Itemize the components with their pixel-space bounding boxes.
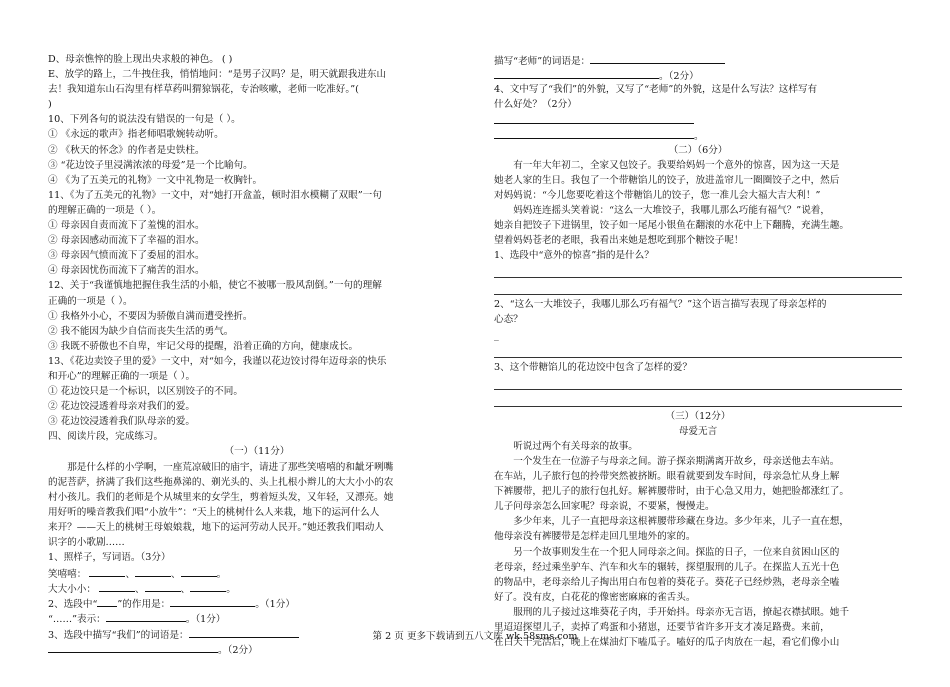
text-line: 和开心”的理解正确的一项是（ ）。 <box>48 370 196 382</box>
answer-blank[interactable] <box>106 610 186 622</box>
question-3-teacher-line-2: 。（2分） <box>494 67 902 82</box>
right-column <box>494 52 902 650</box>
text-line: 的理解正确的一项是（ ）。 <box>48 204 162 216</box>
passage-line: 望着妈妈苍老的老眼，我看出来她是想吃到那个糖饺子呢！ <box>494 235 744 247</box>
question-4-line-2: 什么好处？（2分） <box>494 99 577 111</box>
text-line: ③ 花边饺浸透着我们队母亲的爱。 <box>48 416 195 428</box>
passage-line: 她老人家的生日。我包了一个带糖馅儿的饺子，放进盖帘儿一圈圈饺子之中，然后 <box>494 174 840 186</box>
question-1: 1、照样子，写词语。（3分） <box>48 552 171 564</box>
page-footer: 第 2 页 更多下载请到五八文库 wk.58sms.com <box>372 631 578 642</box>
question-2-2-line-2: 心态？ <box>494 314 523 326</box>
question-2-2-mark: _ <box>494 329 499 341</box>
text-line: 11、《为了五美元的礼物》一文中，对“她打开盒盖，顿时泪水模糊了双眼”一句 <box>48 189 382 201</box>
passage-line: 的泥菩萨，挤满了我们这些拖鼻涕的、剃光头的、头上扎根小辫儿的大大小小的农 <box>48 476 394 488</box>
passage-line: 村小孩儿。我们的老师是个从城里来的女学生，剪着短头发，又年轻，又漂亮。她 <box>48 491 394 503</box>
answer-blank[interactable] <box>97 595 117 607</box>
answer-blank[interactable] <box>494 127 694 139</box>
passage-line: 的物品中，老母亲给儿子掏出用白布包着的葵花子。葵花子已经炒熟，老母亲全嗑 <box>494 576 840 588</box>
text-line: D、母亲憔悴的脸上现出央求般的神色。 ( ) <box>48 54 233 65</box>
passage-line: 在车站，儿子旅行包的拎带突然被挤断。眼看就要到发车时间，母亲急忙从身上解 <box>494 471 840 483</box>
text-line: ② 我不能因为缺少自信而丧失生活的勇气。 <box>48 325 234 337</box>
passage-line: 识字的小歌剧…… <box>48 537 125 548</box>
question-1-example-1: 笑嘻嘻： 、 、 。 <box>48 565 466 580</box>
text-line: ③ 我既不骄傲也不自卑，牢记父母的提醒，沿着正确的方向，健康成长。 <box>48 340 359 352</box>
passage-line: 那是什么样的小学啊，一座荒凉破旧的庙宇，请进了那些笑嘻嘻的和龇牙咧嘴 <box>67 461 394 473</box>
passage-line: 她亲自把饺子下进锅里，饺子如一尾尾小银鱼在翻滚的水花中上下翻腾，充满生趣。 <box>494 220 849 232</box>
question-2-3: 3、这个带糖馅儿的花边饺中包含了怎样的爱？ <box>494 361 692 373</box>
passage-title: 母爱无言 <box>678 425 718 437</box>
question-3-line-2: 。（2分） <box>48 641 466 656</box>
passage-line: 儿子问母亲怎么回家呢？母亲说，不要紧，慢慢走。 <box>494 501 715 513</box>
answer-line[interactable] <box>494 392 902 407</box>
passage-line: 用好听的噪音教我们唱“小放牛”：“天上的桃树什么人来栽，地下的运河什么人 <box>48 506 380 518</box>
passage-line: 下裤腰带，把儿子的旅行包扎好。解裤腰带时，由于心急又用力，她把脸都涨红了。 <box>494 486 849 498</box>
text-line: 13、《花边卖饺子里的爱》一文中，对“如今，我谨以花边饺讨得年迈母亲的快乐 <box>48 355 387 367</box>
text-line: ② 花边饺浸透着母亲对我们的爱。 <box>48 401 195 413</box>
passage-line: 有一年大年初二，全家又包饺子。我要给妈妈一个意外的惊喜，因为这一天是 <box>513 159 840 171</box>
answer-line[interactable] <box>494 280 902 295</box>
text-line: ③ 母亲因气愤而流下了委屈的泪水。 <box>48 250 205 262</box>
text-line: ④ 母亲因忧伤而流下了痛苦的泪水。 <box>48 265 205 277</box>
answer-line: 。 <box>494 127 902 142</box>
answer-blank[interactable] <box>190 580 226 592</box>
passage-line: 对妈妈说：“今儿您要吃着这个带糖馅儿的饺子，您一准儿会大福大吉大利！” <box>494 189 821 201</box>
section-heading: （一）（11分） <box>224 446 290 458</box>
text-line: ) <box>48 99 52 111</box>
question-2-ellipsis: “……”表示： 。（1分） <box>48 610 466 625</box>
answer-blank[interactable] <box>170 595 255 607</box>
text-line: 去！我知道东山石沟里有样草药叫猬猄锅花，专治咳嗽，老师一吃准好。”( <box>48 84 359 96</box>
question-2-1: 1、选段中“意外的惊喜”指的是什么？ <box>494 250 654 262</box>
text-line: 四、阅读片段，完成练习。 <box>48 431 164 443</box>
text-line: ① 我格外小心，不要因为骄傲自满而遭受挫折。 <box>48 310 253 322</box>
passage-line: 他母亲没有裤腰带是怎样走回几里地外的家的。 <box>494 531 696 543</box>
question-2-2: 2、“这么一大堆饺子，我哪儿那么巧有福气？”这个语言描写表现了母亲怎样的 <box>494 299 827 311</box>
answer-blank[interactable] <box>145 580 181 592</box>
answer-blank[interactable] <box>494 112 694 124</box>
passage-line: 好了。没有皮，白花花的像密密麻麻的雀舌头。 <box>494 591 696 603</box>
answer-blank[interactable] <box>181 565 217 577</box>
passage-line: 服刑的儿子接过这堆葵花子肉，手开始抖。母亲亦无言语，撩起衣襟拭眼。她千 <box>513 606 849 618</box>
text-line: E、放学的路上，二牛拽住我，悄悄地问：“是男子汉吗？是，明天就跟我进东山 <box>48 69 387 81</box>
answer-line[interactable] <box>494 263 902 278</box>
question-3: 3、选段中描写“我们”的词语是： <box>48 626 466 641</box>
passage-line: 另一个故事则发生在一个犯人同母亲之间。探监的日子，一位来自贫困山区的 <box>513 546 840 558</box>
answer-blank[interactable] <box>135 565 171 577</box>
text-line: ③ “花边饺子里浸满浓浓的母爱”是一个比喻句。 <box>48 159 253 171</box>
passage-line: 里迢迢探望儿子，卖掉了鸡蛋和小猪崽，还要节省许多开支才凑足路费。来前， <box>494 622 830 633</box>
text-line: 12、关于“我谨慎地把握住我生活的小船，使它不被哪一股风刮倒。”一句的理解 <box>48 280 382 292</box>
question-4: 4、文中写了“我们”的外貌，又写了“老师”的外貌，这是什么写法？这样写有 <box>494 84 818 96</box>
text-line: 10、下列各句的说法没有错误的一句是（ ）。 <box>48 114 241 126</box>
answer-blank[interactable] <box>590 52 725 64</box>
passage-line: 在白天干完活后，晚上在煤油灯下嗑瓜子。嗑好的瓜子肉放在一起，看它们像小山 <box>494 637 840 649</box>
passage-line: 来开？——天上的桃树王母娘娘栽，地下的运河劳动人民开。”她还教我们唱动人 <box>48 521 384 533</box>
answer-blank[interactable] <box>99 580 135 592</box>
text-line: ② 母亲因感动而流下了幸福的泪水。 <box>48 235 205 247</box>
passage-line: 妈妈连连摇头笑着说：“这么一大堆饺子，我哪儿那么巧能有福气？”说着， <box>513 204 830 216</box>
section-heading: （二）（6分） <box>668 144 728 156</box>
text-line: 正确的一项是（ ）。 <box>48 295 133 307</box>
text-line: ② 《秋天的怀念》的作者是史铁柱。 <box>48 144 205 156</box>
text-line: ① 母亲因自责而流下了羞愧的泪水。 <box>48 220 205 232</box>
left-column <box>48 52 466 656</box>
text-line: ① 花边饺只是一个标识，以区别饺子的不同。 <box>48 386 243 398</box>
answer-blank[interactable] <box>494 67 659 79</box>
answer-blank[interactable] <box>48 641 218 653</box>
passage-line: 多少年来，儿子一直把母亲这根裤腰带珍藏在身边。多少年来，儿子一直在想， <box>513 516 849 528</box>
passage-line: 听说过两个有关母亲的故事。 <box>513 440 638 452</box>
question-3-teacher: 描写“老师”的词语是： <box>494 52 902 67</box>
passage-line: 老母亲，经过乘坐驴车、汽车和火车的辗转，探望服刑的儿子。在探监人五光十色 <box>494 561 840 573</box>
text-line: ④ 《为了五美元的礼物》一文中礼物是一枚胸针。 <box>48 174 263 186</box>
question-2: 2、选段中“ ”的作用是： 。（1分） <box>48 595 466 610</box>
answer-line <box>494 112 902 127</box>
answer-line[interactable] <box>494 343 902 358</box>
text-line: ① 《永远的歌声》指老师唱歌婉转动听。 <box>48 129 224 141</box>
passage-line: 一个发生在一位游子与母亲之间。游子探亲期满离开故乡，母亲送他去车站。 <box>513 455 840 467</box>
question-1-example-2: 大大小小： 、 、 。 <box>48 580 466 595</box>
section-heading: （三）（12分） <box>665 410 731 422</box>
answer-line[interactable] <box>494 375 902 390</box>
answer-blank[interactable] <box>89 565 125 577</box>
